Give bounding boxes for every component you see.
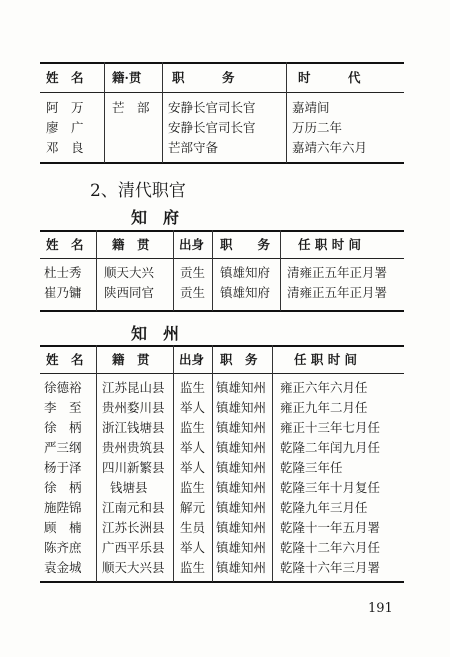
table-zhifu (40, 230, 404, 312)
table-cell: 贡生 (180, 265, 206, 280)
table-cell: 李 至 (44, 400, 82, 415)
section-title: 2、清代职官 (90, 181, 186, 201)
table-cell: 芒 部 (112, 100, 150, 115)
column-divider (212, 230, 213, 311)
table-cell: 阿 万 (46, 100, 84, 115)
top-rule (40, 345, 404, 347)
table-cell: 贵州贵筑县 (102, 440, 165, 455)
table-cell: 镇雄知州 (216, 400, 267, 415)
column-header: 姓 名 (46, 352, 84, 367)
table-cell: 雍正六年六月任 (280, 380, 368, 395)
table-cell: 举人 (180, 460, 206, 475)
top-rule (40, 230, 404, 232)
table-cell: 严三纲 (44, 440, 82, 455)
column-header: 籍 贯 (112, 352, 150, 367)
table-cell: 监生 (180, 480, 206, 495)
table-cell: 监生 (180, 560, 206, 575)
table-cell: 徐 柄 (44, 480, 82, 495)
table-cell: 举人 (180, 440, 206, 455)
column-header: 姓 名 (46, 237, 84, 252)
table-cell: 镇雄知府 (220, 265, 271, 280)
column-header: 任 职 时 间 (298, 237, 362, 252)
table-cell: 雍正九年二月任 (280, 400, 368, 415)
table-cell: 镇雄知州 (216, 380, 267, 395)
column-header: 时 代 (298, 70, 361, 85)
bottom-rule (40, 310, 404, 312)
table-cell: 解元 (180, 500, 206, 515)
table-cell: 乾隆九年三月任 (280, 500, 368, 515)
table-cell: 邓 良 (46, 140, 84, 155)
table-cell: 清雍正五年正月署 (287, 285, 388, 300)
table-cell: 生员 (180, 520, 206, 535)
table-cell: 四川新繁县 (102, 460, 165, 475)
table-cell: 镇雄知州 (216, 480, 267, 495)
table-cell: 镇雄知府 (220, 285, 271, 300)
table-cell: 袁金城 (44, 560, 82, 575)
table-cell: 雍正十三年七月任 (280, 420, 381, 435)
table-cell: 举人 (180, 540, 206, 555)
table-cell: 举人 (180, 400, 206, 415)
column-header: 出身 (179, 352, 205, 367)
table-cell: 杨于泽 (44, 460, 82, 475)
table-cell: 江苏昆山县 (102, 380, 165, 395)
table-cell: 施陛锦 (44, 500, 82, 515)
column-header: 职 务 (220, 352, 258, 367)
table-cell: 乾隆二年闰九月任 (280, 440, 381, 455)
table-cell: 崔乃镛 (44, 285, 82, 300)
table-cell: 钱塘县 (110, 480, 148, 495)
table-cell: 陈齐庶 (44, 540, 82, 555)
table-cell: 监生 (180, 420, 206, 435)
table-cell: 杜士秀 (44, 265, 82, 280)
table-cell: 嘉靖间 (292, 100, 330, 115)
table-cell: 镇雄知州 (216, 560, 267, 575)
column-header: 任 职 时 间 (294, 352, 358, 367)
column-header: 籍·贯 (112, 70, 142, 85)
table-cell: 镇雄知州 (216, 440, 267, 455)
table-cell: 清雍正五年正月署 (287, 265, 388, 280)
column-header: 姓 名 (46, 70, 84, 85)
header-rule (40, 258, 404, 259)
column-header: 职 务 (172, 70, 235, 85)
table-title-zhifu: 知 府 (131, 208, 180, 227)
table-cell: 广西平乐县 (102, 540, 165, 555)
table-cell: 乾隆三年任 (280, 460, 343, 475)
column-divider (173, 230, 174, 311)
column-divider (96, 230, 97, 311)
column-divider (280, 230, 281, 311)
table-zhizhou (40, 345, 404, 583)
table-cell: 顾 楠 (44, 520, 82, 535)
table-cell: 镇雄知州 (216, 520, 267, 535)
column-header: 职 务 (220, 237, 271, 252)
bottom-rule (40, 162, 404, 164)
table-cell: 嘉靖六年六月 (292, 140, 368, 155)
column-divider (96, 345, 97, 582)
column-divider (212, 345, 213, 582)
column-divider (173, 345, 174, 582)
table-cell: 陕西同官 (104, 285, 155, 300)
table-cell: 顺天大兴县 (102, 560, 165, 575)
table-cell: 徐德裕 (44, 380, 82, 395)
table-cell: 江南元和县 (102, 500, 165, 515)
table-cell: 芒部守备 (168, 140, 219, 155)
table-cell: 安静长官司长官 (168, 120, 256, 135)
table-cell: 贡生 (180, 285, 206, 300)
table-cell: 镇雄知州 (216, 420, 267, 435)
table-cell: 乾隆十二年六月任 (280, 540, 381, 555)
table-title-zhizhou: 知 州 (131, 324, 180, 343)
table-cell: 监生 (180, 380, 206, 395)
column-header: 籍 贯 (112, 237, 150, 252)
top-rule (40, 62, 404, 64)
table-cell: 顺天大兴 (104, 265, 155, 280)
column-divider (272, 345, 273, 582)
table-cell: 镇雄知州 (216, 540, 267, 555)
table-cell: 镇雄知州 (216, 500, 267, 515)
page-number: 191 (368, 601, 393, 616)
table-cell: 江苏长洲县 (102, 520, 165, 535)
table-cell: 乾隆十六年三月署 (280, 560, 381, 575)
table-cell: 徐 柄 (44, 420, 82, 435)
table-cell: 乾隆三年十月复任 (280, 480, 381, 495)
bottom-rule (40, 581, 404, 583)
table-cell: 浙江钱塘县 (102, 420, 165, 435)
table-cell: 贵州婺川县 (102, 400, 165, 415)
table-cell: 镇雄知州 (216, 460, 267, 475)
table-cell: 乾隆十一年五月署 (280, 520, 381, 535)
header-rule (40, 92, 404, 93)
table-ming-officials (40, 62, 404, 164)
table-cell: 安静长官司长官 (168, 100, 256, 115)
column-divider (162, 62, 163, 163)
table-cell: 万历二年 (292, 120, 343, 135)
table-cell: 廖 广 (46, 120, 84, 135)
column-header: 出身 (179, 237, 205, 252)
header-rule (40, 373, 404, 374)
column-divider (104, 62, 105, 163)
column-divider (286, 62, 287, 163)
